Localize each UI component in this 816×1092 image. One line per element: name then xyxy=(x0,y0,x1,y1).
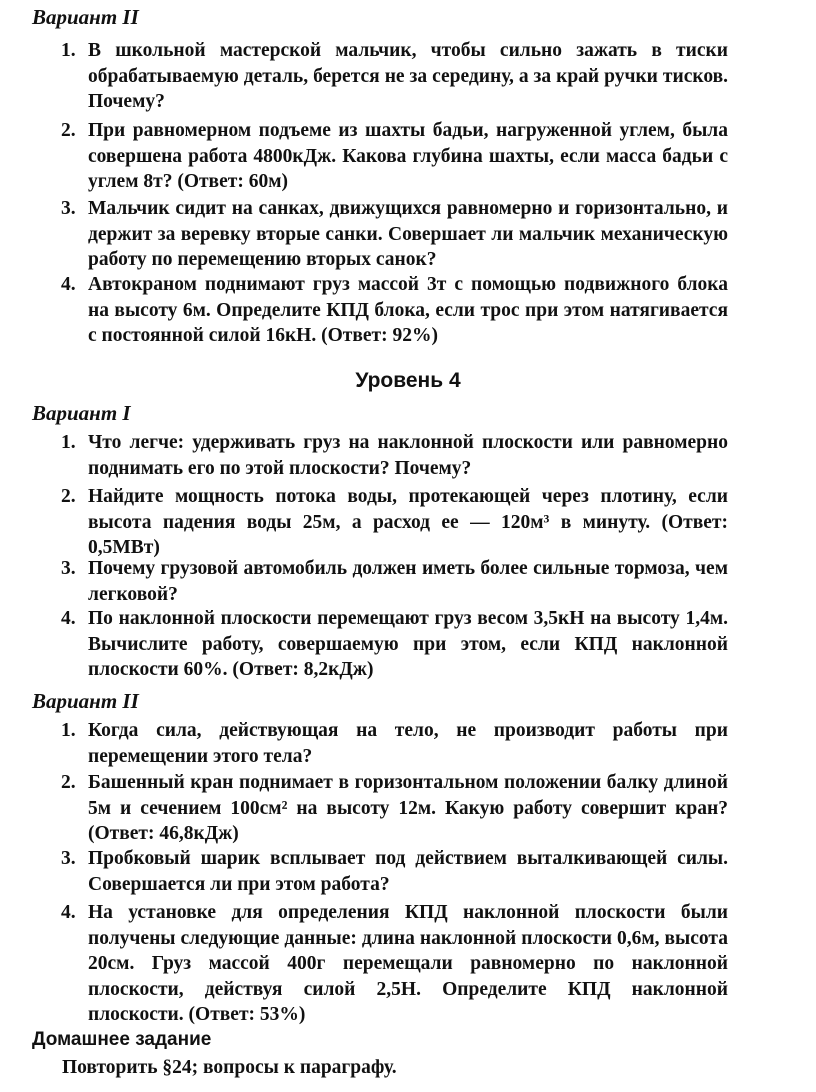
question-item xyxy=(61,430,728,481)
question-text: В школьной мастерской мальчик, чтобы сильно зажать в тиски обрабатываемую деталь, берется не за середину, а за край ручки тисков. Почему? xyxy=(88,40,728,112)
homework-text: Повторить §24; вопросы к параграфу. xyxy=(62,1057,397,1078)
variant-heading: Вариант II xyxy=(32,689,139,713)
question-item xyxy=(61,272,728,349)
question-item xyxy=(61,484,728,561)
question-text: Пробковый шарик всплывает под действием выталкивающей силы. Совершается ли при этом работа? xyxy=(88,848,728,895)
question-number: 1. xyxy=(61,40,76,61)
question-number: 4. xyxy=(61,608,76,629)
question-item xyxy=(61,556,728,607)
variant-heading: Вариант II xyxy=(32,5,139,29)
question-text: По наклонной плоскости перемещают груз весом 3,5кН на высоту 1,4м. Вычислите работу, совершаемую при этом, если КПД наклонной плоскости 60%. (Ответ: 8,2кДж) xyxy=(88,608,728,680)
question-number: 1. xyxy=(61,720,76,741)
question-text: На установке для определения КПД наклонной плоскости были получены следующие данные: длина наклонной плоскости 0,6м, высота 20см. Груз массой 400г перемещали равномерно по наклонной плоскости, действуя силой 2,5Н. Определите КПД наклонной плоскости. (Ответ: 53%) xyxy=(88,902,728,1025)
question-text: Башенный кран поднимает в горизонтальном положении балку длиной 5м и сечением 100см² на высоту 12м. Какую работу совершит кран? (Ответ: 46,8кДж) xyxy=(88,772,728,844)
question-item xyxy=(61,38,728,115)
question-number: 2. xyxy=(61,772,76,793)
question-item xyxy=(61,196,728,273)
question-number: 4. xyxy=(61,274,76,295)
question-item xyxy=(61,118,728,195)
question-text: При равномерном подъеме из шахты бадьи, нагруженной углем, была совершена работа 4800кДж. Какова глубина шахты, если масса бадьи с углем 8т? (Ответ: 60м) xyxy=(88,120,728,192)
question-number: 2. xyxy=(61,120,76,141)
question-number: 1. xyxy=(61,432,76,453)
question-item xyxy=(61,846,728,897)
question-text: Мальчик сидит на санках, движущихся равномерно и горизонтально, и держит за веревку вторые санки. Совершает ли мальчик механическую работу по перемещению вторых санок? xyxy=(88,198,728,270)
question-number: 4. xyxy=(61,902,76,923)
question-number: 3. xyxy=(61,198,76,219)
question-text: Почему грузовой автомобиль должен иметь более сильные тормоза, чем легковой? xyxy=(88,558,728,605)
question-number: 3. xyxy=(61,558,76,579)
question-item xyxy=(61,900,728,1028)
question-number: 3. xyxy=(61,848,76,869)
question-text: Что легче: удерживать груз на наклонной плоскости или равномерно поднимать его по этой плоскости? Почему? xyxy=(88,432,728,479)
question-text: Найдите мощность потока воды, протекающей через плотину, если высота падения воды 25м, а расход ее — 120м³ в минуту. (Ответ: 0,5МВт) xyxy=(88,486,728,558)
question-item xyxy=(61,770,728,847)
question-item xyxy=(61,606,728,683)
level-title: Уровень 4 xyxy=(355,369,461,392)
variant-heading: Вариант I xyxy=(32,401,131,425)
question-number: 2. xyxy=(61,486,76,507)
homework-title: Домашнее задание xyxy=(32,1029,212,1050)
question-item xyxy=(61,718,728,769)
question-text: Автокраном поднимают груз массой 3т с помощью подвижного блока на высоту 6м. Определите КПД блока, если трос при этом натягивается с постоянной силой 16кН. (Ответ: 92%) xyxy=(88,274,728,346)
question-text: Когда сила, действующая на тело, не производит работы при перемещении этого тела? xyxy=(88,720,728,767)
